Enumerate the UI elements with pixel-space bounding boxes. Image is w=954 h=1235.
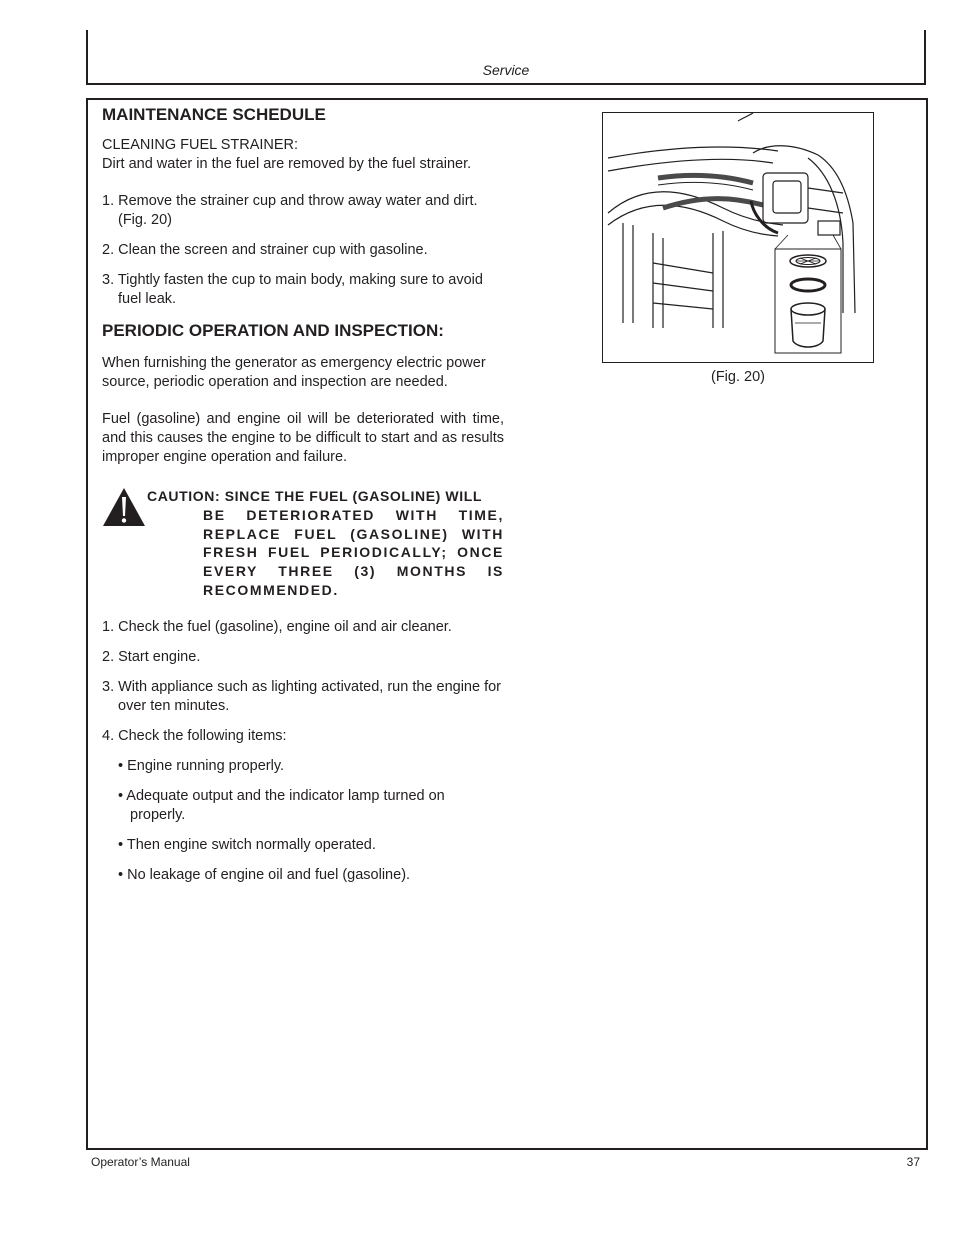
- caution-text: [147, 487, 504, 600]
- caution-rest: BE DETERIORATED WITH TIME, REPLACE FUEL (GASOLINE) WITH FRESH FUEL PERIODICALLY; ONCE EVERY THREE (3) MONTHS IS RECOMMENDED.: [203, 506, 504, 598]
- figure-caption: (Fig. 20): [711, 369, 765, 385]
- check-item-1: • Engine running properly.: [118, 757, 285, 774]
- fuel-strainer-intro: Dirt and water in the fuel are removed by the fuel strainer.: [102, 156, 472, 172]
- section-title: Service: [482, 62, 530, 78]
- check-item-3: • Then engine switch normally operated.: [118, 836, 376, 853]
- caution-block: [102, 487, 504, 600]
- fuel-strainer-heading: CLEANING FUEL STRAINER:: [102, 137, 299, 153]
- page-title: MAINTENANCE SCHEDULE: [102, 105, 326, 124]
- periodic-step-3: 3. With appliance such as lighting activated, run the engine for over ten minutes.: [102, 678, 501, 714]
- periodic-step-1: 1. Check the fuel (gasoline), engine oil and air cleaner.: [102, 618, 452, 635]
- check-item-2: • Adequate output and the indicator lamp turned on properly.: [118, 787, 445, 823]
- periodic-step-2: 2. Start engine.: [102, 648, 201, 665]
- strainer-step-1: 1. Remove the strainer cup and throw away water and dirt. (Fig. 20): [102, 193, 478, 228]
- page-number: 37: [906, 1155, 920, 1169]
- caution-lead: CAUTION: SINCE THE FUEL (GASOLINE) WILL: [147, 488, 483, 504]
- strainer-step-3: 3. Tightly fasten the cup to main body, making sure to avoid fuel leak.: [102, 272, 483, 307]
- periodic-paragraph-2: Fuel (gasoline) and engine oil will be deteriorated with time, and this causes the engine to be difficult to start and as results improper engine operation and failure.: [102, 411, 504, 465]
- strainer-step-2: 2. Clean the screen and strainer cup with gasoline.: [102, 242, 428, 258]
- fuel-strainer-illustration: [602, 112, 874, 363]
- footer-manual-label: Operator’s Manual: [91, 1155, 190, 1169]
- warning-triangle-icon: [102, 487, 146, 527]
- periodic-step-4: 4. Check the following items:: [102, 727, 287, 744]
- periodic-heading: PERIODIC OPERATION AND INSPECTION:: [102, 321, 444, 340]
- check-item-4: • No leakage of engine oil and fuel (gasoline).: [118, 866, 411, 883]
- header-frame: [86, 30, 926, 85]
- text-column: [102, 104, 504, 896]
- periodic-paragraph-1: When furnishing the generator as emergency electric power source, periodic operation and inspection are needed.: [102, 355, 486, 390]
